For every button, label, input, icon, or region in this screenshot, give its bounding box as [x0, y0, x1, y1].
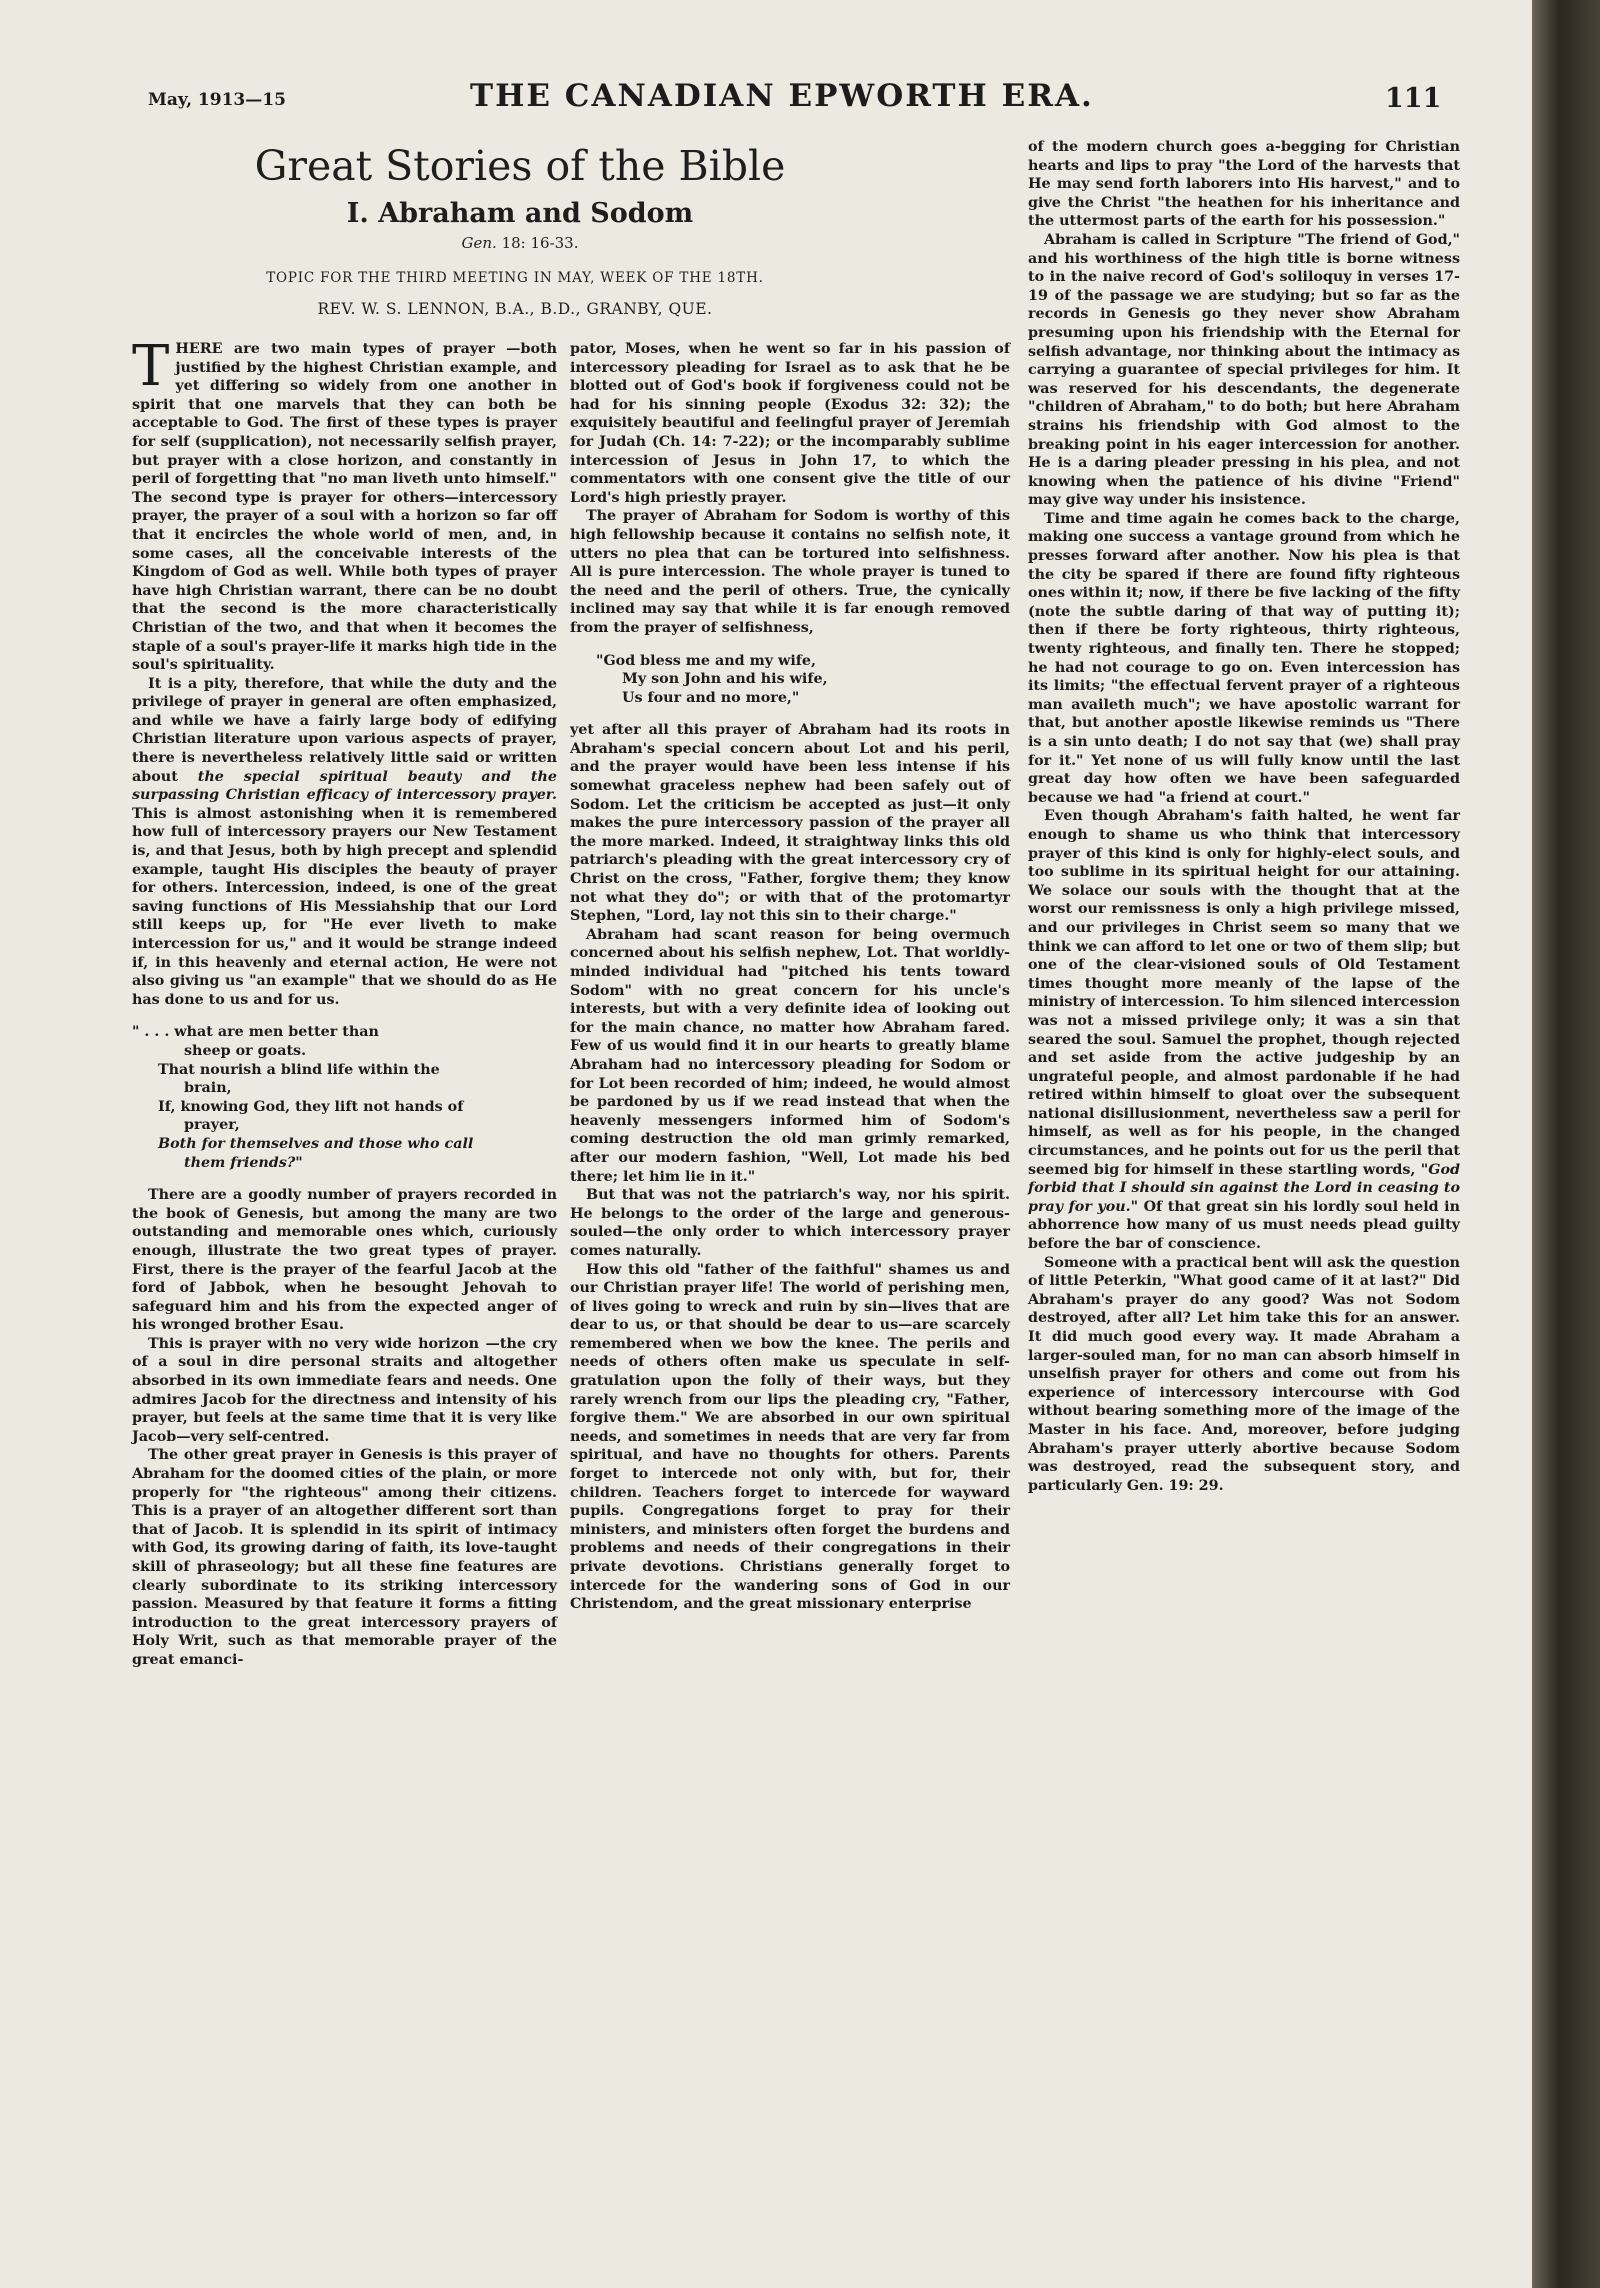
paragraph-text: It is a pity, therefore, that while the duty and the privilege of prayer in general are often emphasized, and while we have a fairly large body of edifying Christian literature upon various aspects of prayer, there is nevertheless relatively little said or written about: [132, 675, 557, 785]
poem-line: Both for themselves and those who call: [158, 1135, 474, 1152]
paragraph: [1028, 807, 1460, 1253]
article-title: Great Stories of the Bible: [254, 142, 786, 190]
column-1: [132, 334, 557, 1670]
paragraph: The prayer of Abraham for Sodom is worthy of this high fellowship because it contains no selfish note, it utters no plea that can be tortured into selfishness. All is pure intercession. The whole prayer is tuned to the need and the peril of others. True, the cynically inclined may say that while it is far enough removed from the prayer of selfishness,: [570, 508, 1010, 636]
paragraph: Abraham had scant reason for being overmuch concerned about his selfish nephew, Lot. That worldly-minded individual had "pitched his tents toward Sodom" with no great concern for his uncle's interests, but with a very definite idea of looking out for the main chance, no matter how Abraham fared. Few of us would find it in our hearts to greatly blame Abraham had no intercessory pleading for Sodom or for Lot been recorded of him; indeed, he would almost be pardoned by us if we read instead that when the heavenly messengers informed him of Sodom's coming destruction the old man grimly remarked, after our modern fashion, "Well, Lot made his bed there; let him lie in it.": [570, 926, 1010, 1185]
paragraph: Time and time again he comes back to the charge, making one success a vantage ground from which he presses forward after another. Now his plea is that the city be spared if there are found fifty righteous ones within it; now, if there be five lacking of the fifty (note the subtle daring of that way of putting it); then if there be forty righteous, thirty righteous, twenty righteous, and finally ten. There he stopped; he had not courage to go on. Even intercession has its limits; "the effectual fervent prayer of a righteous man availeth much"; we have apostolic warrant for that, but another apostle likewise reminds us "There is a sin unto death; I do not say that (we) shall pray for it." Yet none of us will fully know until the last great day how often we have been safeguarded because we had "a friend at court.": [1028, 510, 1460, 806]
emphasis-text: the special spiritual beauty and the surpassing Christian efficacy of intercessory prayer.: [132, 768, 557, 804]
poem-line: sheep or goats.: [184, 1042, 307, 1059]
poem-line: them friends?": [184, 1154, 303, 1171]
paragraph: But that was not the patriarch's way, nor his spirit. He belongs to the order of the large and generous-souled—the only order to which intercessory prayer comes naturally.: [570, 1187, 1010, 1259]
paragraph: [132, 334, 557, 675]
column-2: [570, 340, 1010, 1614]
paragraph: yet after all this prayer of Abraham had its roots in Abraham's special concern about Lot and his peril, and the prayer would have been less intense if his somewhat graceless nephew had been safely out of Sodom. Let the criticism be accepted as just—it only makes the pure intercessory passion of the prayer all the more marked. Indeed, it straightway links this old patriarch's pleading with the great intercessory cry of Christ on the cross, "Father, forgive them; they know not what they do"; or with that of the protomartyr Stephen, "Lord, lay not this sin to their charge.": [570, 722, 1010, 925]
verse-quote: [570, 652, 1010, 708]
drop-cap: T: [132, 334, 170, 399]
paragraph: This is prayer with no very wide horizon —the cry of a soul in dire personal straits and altogether absorbed in its own immediate fears and needs. One admires Jacob for the directness and intensity of his prayer, but feels at the same time that it is very like Jacob—very self-centred.: [132, 1335, 557, 1445]
poem-line: prayer,: [184, 1117, 240, 1134]
topic-line: TOPIC FOR THE THIRD MEETING IN MAY, WEEK OF THE 18TH.: [266, 270, 764, 286]
paragraph: How this old "father of the faithful" shames us and our Christian prayer life! The world of perishing men, of lives going to wreck and ruin by sin—lives that are dear to us, or that should be dear to us—are scarcely remembered when we bow the knee. The perils and needs of others often make us speculate in self-gratulation upon the folly of their ways, but they rarely wrench from our lips the pleading cry, "Father, forgive them." We are absorbed in our own spiritual needs, and sometimes in needs that are very far from spiritual, and have no thoughts for others. Parents forget to intercede not only with, but for, their children. Teachers forget to intercede for wayward pupils. Congregations forget to pray for their ministers, and ministers often forget the burdens and problems and needs of their congregations in their private devotions. Christians generally forget to intercede for the wandering sons of God in our Christendom, and the great missionary enterprise: [570, 1261, 1010, 1613]
verse-line: Us four and no more,": [622, 689, 800, 706]
poem-line: brain,: [184, 1080, 232, 1097]
scripture-reference: [200, 234, 840, 252]
verse-line: My son John and his wife,: [622, 671, 828, 688]
paragraph: of the modern church goes a-begging for Christian hearts and lips to pray "the Lord of the harvests that He may send forth laborers into His harvest," and to give the Christ "the heathen for his inheritance and the uttermost parts of the earth for his possession.": [1028, 139, 1460, 230]
paragraph-text: HERE are two main types of prayer —both justified by the highest Christian example, and yet differing so widely from one another in spirit that one marvels that they can both be acceptable to God. The first of these types is prayer for self (supplication), not necessarily selfish prayer, but prayer with a close horizon, and constantly in peril of forgetting that "no man liveth unto himself." The second type is prayer for others—intercessory prayer, the prayer of a soul with a horizon so far off that it encircles the whole world of men, and, in some cases, all the conceivable interests of the Kingdom of God as well. While both types of prayer have high Christian warrant, there can be no doubt that the second is the more characteristically Christian of the two, and that when it becomes the staple of a soul's prayer-life it marks high tide in the soul's spirituality.: [132, 341, 557, 674]
article-subtitle: I. Abraham and Sodom: [346, 198, 694, 229]
column-3: [1028, 138, 1460, 1495]
poem-line: If, knowing God, they lift not hands of: [158, 1098, 464, 1115]
paragraph-text: This is almost astonishing when it is remembered how full of intercessory prayers our New Testament is, and that Jesus, both by high precept and splendid example, taught His disciples the beauty of prayer for others. Intercession, indeed, is one of the great saving functions of His Messiahship that our Lord still keeps up, for "He ever liveth to make intercession for us," and it would be strange indeed if, in this heavenly and eternal action, He were not also giving us "an example" that we should do as He has done to us and for us.: [132, 805, 557, 1008]
verse-line: "God bless me and my wife,: [596, 652, 816, 669]
book-binding-edge: [1532, 0, 1600, 2288]
magazine-title: THE CANADIAN EPWORTH ERA.: [470, 78, 1094, 114]
paragraph: Abraham is called in Scripture "The friend of God," and his worthiness of the high title is borne witness to in the naive record of God's soliloquy in verses 17-19 of the passage we are studying; but so far as the records in Genesis go they never show Abraham presuming upon his friendship with the Eternal for selfish advantage, nor thinking about the intimacy as carrying a guarantee of special privileges for him. It was reserved for his descendants, the degenerate "children of Abraham," to do both; but here Abraham strains his friendship with God almost to the breaking point in his eager intercession for another. He is a daring pleader pressing in his plea, and not knowing when the patience of his divine "Friend" may give way under his insistence.: [1028, 231, 1460, 509]
paragraph: [132, 675, 557, 1010]
page-number: 111: [1385, 83, 1442, 114]
emphasis-text: "God forbid that I should sin against the Lord in ceasing to pray for you.": [1028, 1161, 1460, 1215]
poem-line: That nourish a blind life within the: [158, 1061, 440, 1078]
poem-line: " . . . what are men better than: [132, 1024, 379, 1041]
reference-book: Gen.: [461, 234, 497, 252]
paragraph: There are a goodly number of prayers recorded in the book of Genesis, but among the many are two outstanding and memorable ones which, curiously enough, illustrate the two great types of prayer. First, there is the prayer of the fearful Jacob at the ford of Jabbok, when he besought Jehovah to safeguard him and his from the expected anger of his wronged brother Esau.: [132, 1187, 557, 1334]
author-byline: REV. W. S. LENNON, B.A., B.D., GRANBY, QUE.: [317, 300, 713, 318]
issue-date: May, 1913—15: [148, 90, 286, 110]
paragraph: Someone with a practical bent will ask the question of little Peterkin, "What good came of it at last?" Did Abraham's prayer do any good? Was not Sodom destroyed, after all? Let him take this for an answer. It did much good every way. It made Abraham a larger-souled man, for no man can absorb himself in unselfish prayer for others and come out from his experience of intercessory intercourse with God without bearing something more of the image of the Master in his face. And, moreover, before judging Abraham's prayer utterly abortive because Sodom was destroyed, read the subsequent story, and particularly Gen. 19: 29.: [1028, 1254, 1460, 1494]
paragraph-text: Of that great sin his lordly soul held in abhorrence how many of us must needs plead guilty before the bar of conscience.: [1028, 1198, 1460, 1253]
paragraph-text: Even though Abraham's faith halted, he went far enough to shame us who think that intercessory prayer of this kind is only for highly-elect souls, and too sublime in its spiritual height for our attaining. We solace our souls with the thought that at the worst our remissness is only a high privilege missed, and our privileges in Christ seem so many that we think we can afford to let one or two of them slip; but one of the clear-visioned souls of Old Testament times thought more meanly of the lapse of the ministry of intercession. To him silenced intercession was not a missed privilege only; it was a sin that seared the soul. Samuel the prophet, though rejected and set aside from the active judgeship by an ungrateful people, and almost pardonable if he had retired within himself to gloat over the subsequent national disillusionment, nevertheless saw a peril for himself, as well as for his people, in the changed circumstances, and he points out for us the peril that seemed big for himself in these startling words,: [1028, 808, 1460, 1178]
paragraph: The other great prayer in Genesis is this prayer of Abraham for the doomed cities of the plain, or more properly for "the righteous" among their citizens. This is a prayer of an altogether different sort than that of Jacob. It is splendid in its spirit of intimacy with God, its growing daring of faith, its love-taught skill of phraseology; but all these fine features are clearly subordinate to its striking intercessory passion. Measured by that feature it forms a fitting introduction to the great intercessory prayers of Holy Writ, such as that memorable prayer of the great emanci-: [132, 1447, 557, 1668]
reference-verses: 18: 16-33.: [501, 234, 579, 252]
poem-quote: [132, 1023, 557, 1172]
paragraph: pator, Moses, when he went so far in his passion of intercessory pleading for Israel as to ask that he be blotted out of God's book if forgiveness could not be had for his sinning people (Exodus 32: 32); the exquisitely beautiful and feelingful prayer of Jeremiah for Judah (Ch. 14: 7-22); or the incomparably sublime intercession of Jesus in John 17, to which the commentators with one consent give the title of our Lord's high priestly prayer.: [570, 341, 1010, 506]
